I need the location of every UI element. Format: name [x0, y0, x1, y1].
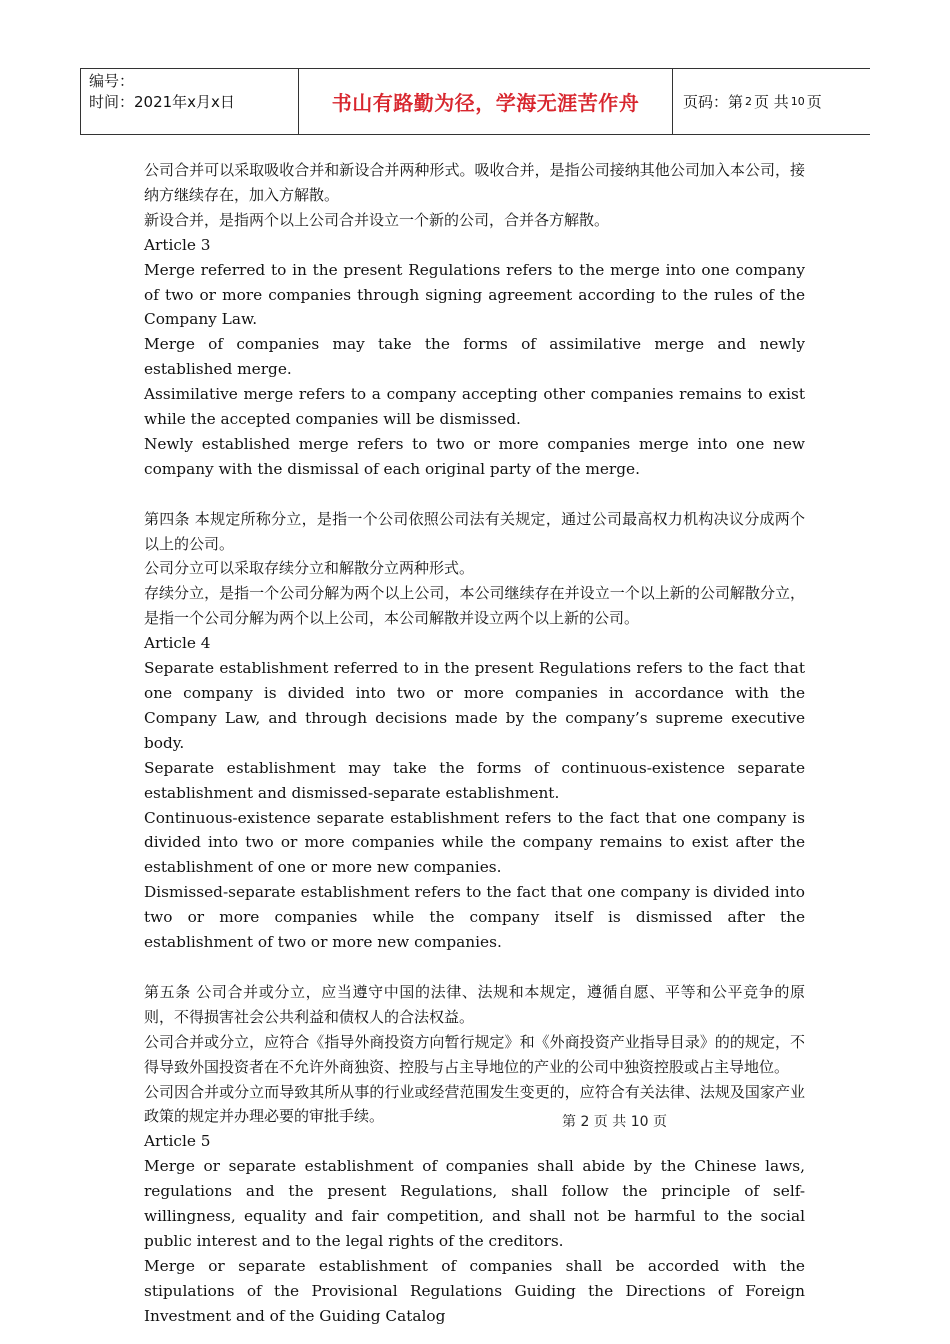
date-label: 时间：2021年x月x日: [89, 93, 235, 111]
article-heading: Article 4: [144, 634, 211, 653]
document-body: [144, 158, 805, 1329]
paragraph: 公司因合并或分立而导致其所从事的行业或经营范围发生变更的，应符合有关法律、法规及国家产业政策的规定并办理必要的审批手续。: [144, 1082, 805, 1126]
page-total: 10: [790, 95, 805, 108]
header-meta-cell: [81, 69, 299, 134]
paragraph: 公司合并可以采取吸收合并和新设合并两种形式。吸收合并，是指公司接纳其他公司加入本公司，接纳方继续存在，加入方解散。: [144, 161, 805, 204]
paragraph: Assimilative merge refers to a company accepting other companies remains to exist while the accepted companies will be dismissed.: [144, 385, 805, 429]
page-prefix: 页码：第: [683, 93, 744, 111]
page-suffix: 页: [806, 93, 822, 111]
motto: 书山有路勤为径，学海无涯苦作舟: [299, 69, 673, 134]
paragraph: Merge of companies may take the forms of assimilative merge and newly established merge.: [144, 335, 805, 379]
paragraph: Dismissed-separate establishment refers to the fact that one company is divided into two or more companies while the company itself is dismissed after the establishment of two or more new companies.: [144, 883, 805, 952]
header-table: [80, 68, 870, 135]
page-number: 2: [745, 95, 753, 108]
paragraph-spacer: [144, 955, 805, 980]
paragraph: Newly established merge refers to two or more companies merge into one new company with the dismissal of each original party of the merge.: [144, 434, 805, 478]
paragraph: Separate establishment may take the forms of continuous-existence separate establishment and dismissed-separate establishment.: [144, 758, 805, 802]
page-indicator: [673, 69, 870, 134]
page-mid: 页 共: [754, 93, 789, 111]
paragraph: 存续分立，是指一个公司分解为两个以上公司，本公司继续存在并设立一个以上新的公司解散分立，是指一个公司分解为两个以上公司，本公司解散并设立两个以上新的公司。: [144, 584, 805, 628]
article-heading: Article 3: [144, 235, 211, 254]
number-label: 编号：: [89, 72, 135, 90]
paragraph: 公司合并或分立，应符合《指导外商投资方向暂行规定》和《外商投资产业指导目录》的的规定，不得导致外国投资者在不允许外商独资、控股与占主导地位的产业的公司中独资控股或占主导地位。: [144, 1032, 805, 1076]
paragraph: 第四条 本规定所称分立，是指一个公司依照公司法有关规定，通过公司最高权力机构决议分成两个以上的公司。: [144, 509, 805, 553]
article-heading: Article 5: [144, 1132, 211, 1151]
paragraph: 第五条 公司合并或分立，应当遵守中国的法律、法规和本规定，遵循自愿、平等和公平竞争的原则，不得损害社会公共利益和债权人的合法权益。: [144, 982, 805, 1026]
paragraph-spacer: [144, 482, 805, 507]
paragraph: 公司分立可以采取存续分立和解散分立两种形式。: [144, 559, 475, 578]
paragraph: 新设合并，是指两个以上公司合并设立一个新的公司，合并各方解散。: [144, 210, 610, 229]
paragraph: Merge or separate establishment of companies shall abide by the Chinese laws, regulations and the present Regulations, shall follow the principle of self-willingness, equality and fair competition, and shall not be harmful to the social public interest and to the legal rights of the creditors.: [144, 1157, 805, 1250]
paragraph: Merge or separate establishment of companies shall be accorded with the stipulations of the Provisional Regulations Guiding the Directions of Foreign Investment and of the Guiding Catalog: [144, 1256, 805, 1325]
paragraph: Separate establishment referred to in the present Regulations refers to the fact that one company is divided into two or more companies in accordance with the Company Law, and through decisions made by the company’s supreme executive body.: [144, 659, 805, 752]
page-footer: 第 2 页 共 10 页: [562, 1114, 667, 1130]
paragraph: Continuous-existence separate establishment refers to the fact that one company is divided into two or more companies while the company remains to exist after the establishment of one or more new companies.: [144, 808, 805, 877]
paragraph: Merge referred to in the present Regulations refers to the merge into one company of two or more companies through signing agreement according to the rules of the Company Law.: [144, 260, 805, 329]
